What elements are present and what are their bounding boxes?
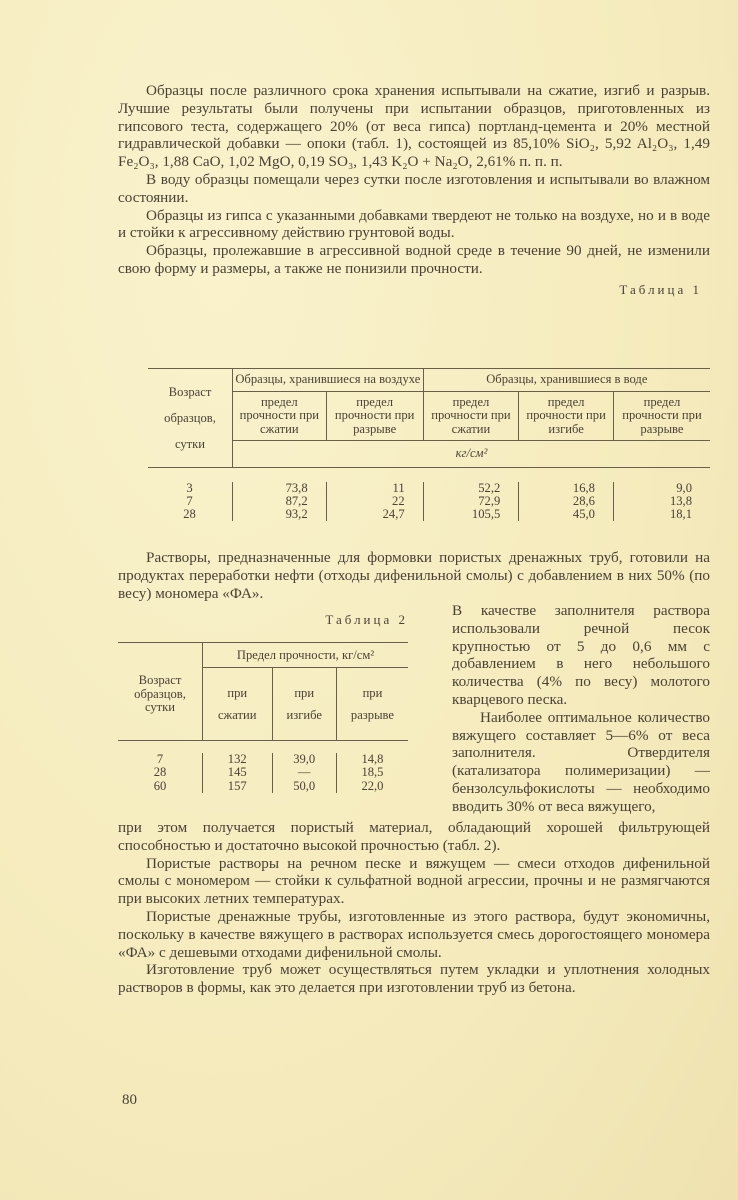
subheader: предел прочности при изгибе: [519, 391, 614, 441]
page-number: 80: [122, 1092, 137, 1108]
cell: 39,0: [272, 753, 336, 767]
table-row: [118, 753, 408, 767]
table-row: [148, 482, 710, 495]
cell: 105,5: [423, 508, 519, 521]
cell: 22: [326, 495, 423, 508]
col-age-header: Возраст образцов, сутки: [134, 673, 186, 714]
cell: 52,2: [423, 482, 519, 495]
cell: 73,8: [233, 482, 327, 495]
top-text: [118, 82, 710, 308]
cell: 16,8: [519, 482, 614, 495]
cell: 157: [203, 780, 273, 794]
subheader: предел прочности при разрыве: [326, 391, 423, 441]
cell: 145: [203, 766, 273, 780]
table1-caption: Таблица 1: [619, 281, 702, 297]
cell: 132: [203, 753, 273, 767]
cell: 18,5: [336, 766, 408, 780]
subheader: предел прочности при разрыве: [613, 391, 710, 441]
paragraph: Растворы, предназначенные для формовки пористых дренажных труб, готовили на продуктах переработки нефти (отходы дифенильной смолы) с добавлением в них 50% (по весу) мономера «ФА».: [118, 549, 710, 602]
paragraph: при этом получается пористый материал, обладающий хорошей фильтрующей способностью и достаточно высокой прочностью (табл. 2).: [118, 819, 710, 854]
right-column-text: [452, 602, 710, 816]
cell: 7: [186, 493, 193, 508]
table2-block: [118, 612, 408, 793]
subheader: при разрыве: [336, 667, 408, 740]
table2-caption: Таблица 2: [325, 612, 408, 627]
table-row: [148, 495, 710, 508]
cell: 14,8: [336, 753, 408, 767]
middle-text: [118, 549, 710, 602]
paragraph: В воду образцы помещали через сутки после изготовления и испытывали во влажном состоянии.: [118, 170, 710, 206]
table-1: [148, 368, 710, 521]
cell: 28,6: [519, 495, 614, 508]
group-header: Предел прочности, кг/см²: [203, 643, 409, 668]
bottom-text: [118, 819, 710, 997]
group-water-header: Образцы, хранившиеся в воде: [423, 369, 710, 392]
paragraph: Пористые дренажные трубы, изготовленные из этого раствора, будут экономичны, поскольку в качестве вяжущего в растворах используется смесь дорогостоящего мономера «ФА» с дешевыми отходами дифенильной смолы.: [118, 907, 710, 961]
cell: 13,8: [613, 495, 710, 508]
cell: 87,2: [233, 495, 327, 508]
cell: 18,1: [613, 508, 710, 521]
table-row: [148, 508, 710, 521]
cell: 7: [156, 751, 164, 766]
paragraph: Пористые растворы на речном песке и вяжущем — смеси отходов дифенильной смолы с мономером — стойки к сульфатной водной агрессии, прочны и не размягчаются при высоких летних температурах.: [118, 854, 710, 908]
cell: 9,0: [613, 482, 710, 495]
unit-label: кг/см²: [233, 441, 711, 468]
cell: 45,0: [519, 508, 614, 521]
cell: 22,0: [336, 780, 408, 794]
subheader: предел прочности при сжатии: [423, 391, 519, 441]
cell: 93,2: [233, 508, 327, 521]
subheader: при изгибе: [272, 667, 336, 740]
cell: 72,9: [423, 495, 519, 508]
table-2: [118, 642, 408, 793]
paragraph: В качестве заполнителя раствора использовали речной песок крупностью от 5 до 0,6 мм с добавлением в него небольшого количества (4% по весу) молотого кварцевого песка.: [452, 602, 710, 708]
paragraph: Изготовление труб может осуществляться путем укладки и уплотнения холодных растворов в формы, как это делается при изготовлении труб из бетона.: [118, 961, 710, 997]
paragraph: Образцы после различного срока хранения испытывали на сжатие, изгиб и разрыв. Лучшие результаты были получены при испытании образцов, приготовленных из гипсового теста, содержащего 20% (от веса гипса) портланд-цемента и 20% местной гидравлической добавки — опоки (табл. 1), состоящей из 85,10% SiO₂, 5,92 Al₂O₃, 1,49 Fe₂O₃, 1,88 CaO, 1,02 MgO, 0,19 SO₃, 1,43 K₂O + Na₂O, 2,61% п. п. п.: [118, 82, 710, 171]
cell: 60: [153, 778, 167, 793]
cell: 11: [326, 482, 423, 495]
cell: 24,7: [326, 508, 423, 521]
cell: 50,0: [272, 780, 336, 794]
paragraph: Образцы, пролежавшие в агрессивной водной среде в течение 90 дней, не изменили свою форму и размеры, а также не понизили прочности.: [118, 242, 710, 277]
cell: 28: [153, 765, 167, 779]
col-age-header: Возраст образцов, сутки: [164, 384, 216, 451]
cell: 3: [186, 480, 193, 495]
subheader: предел прочности при сжатии: [233, 391, 327, 441]
paragraph: Наиболее оптимальное количество вяжущего составляет 5—6% от веса заполнителя. Отвердителя (катализатора полимеризации) — бензолсульфокислоты — необходимо вводить 30% от веса вяжущего,: [452, 708, 710, 815]
table-row: [118, 766, 408, 780]
subheader: при сжатии: [203, 667, 273, 740]
paragraph: Образцы из гипса с указанными добавками твердеют не только на воздухе, но и в воде и стойки к агрессивному действию грунтовой воды.: [118, 206, 710, 242]
cell: 28: [183, 506, 196, 521]
group-air-header: Образцы, хранившиеся на воздухе: [233, 369, 424, 392]
cell: —: [272, 766, 336, 780]
table-row: [118, 780, 408, 794]
